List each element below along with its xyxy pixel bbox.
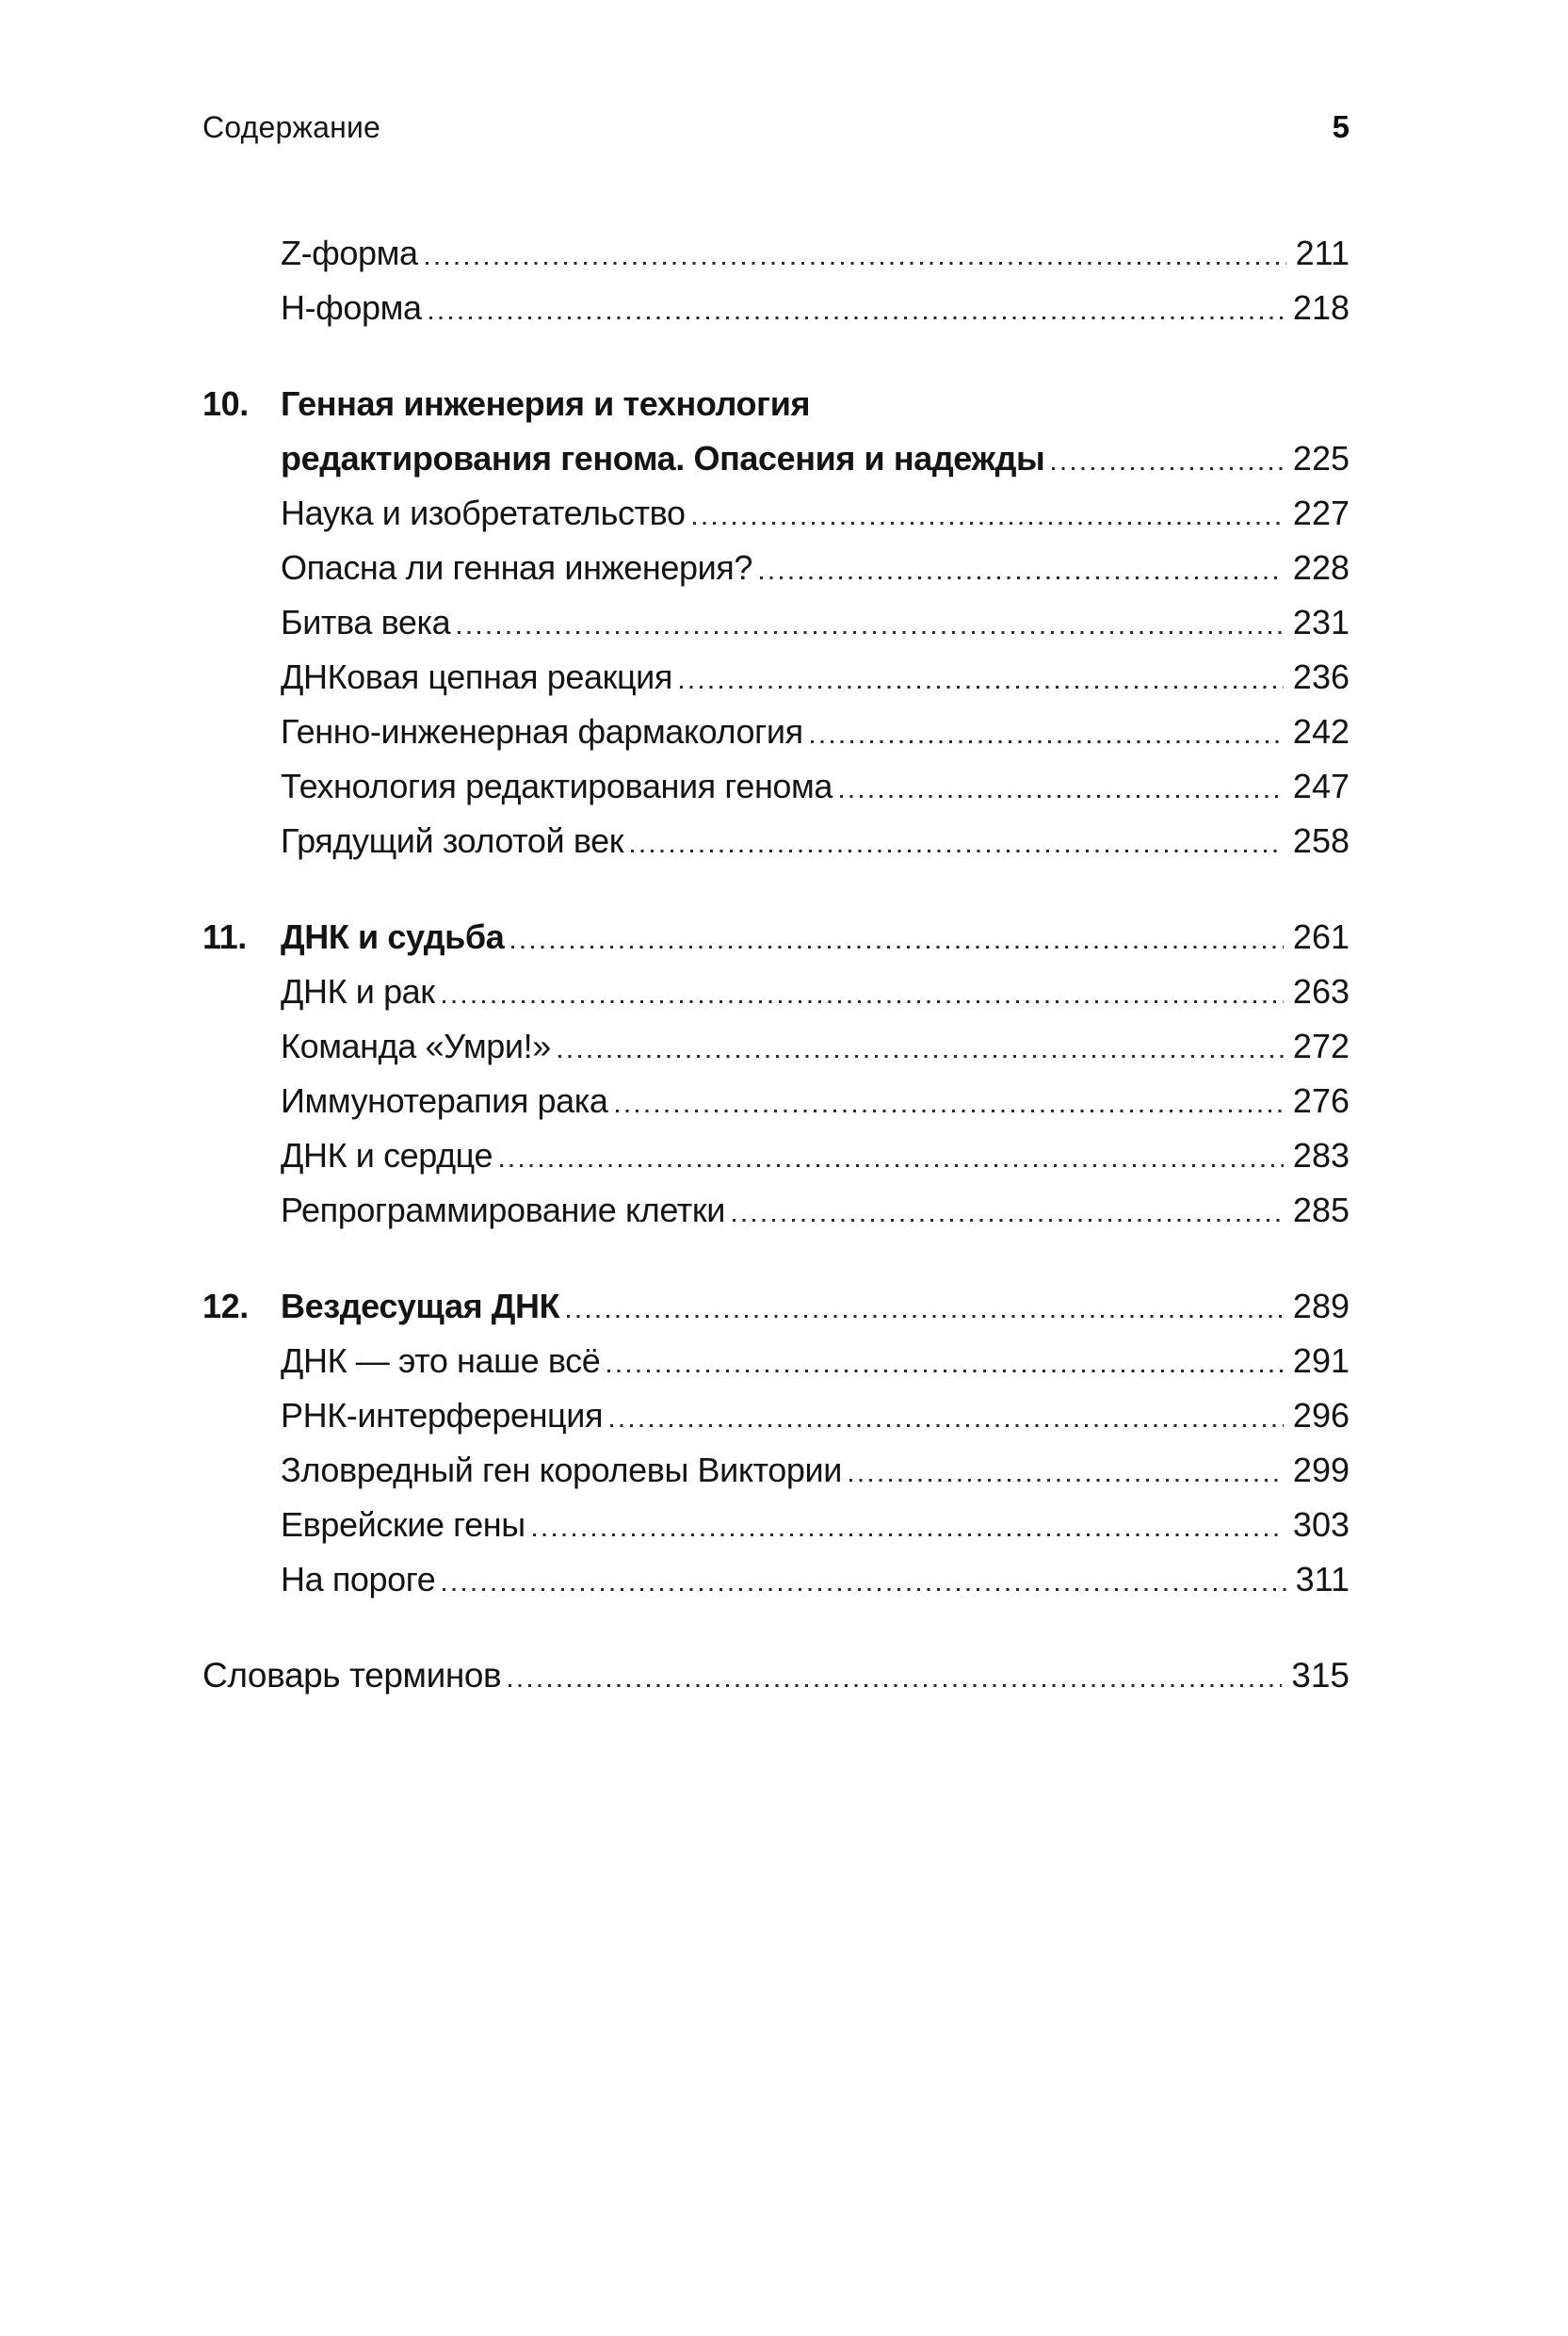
entry-title: Еврейские гены bbox=[281, 1505, 525, 1544]
entry-page: 272 bbox=[1292, 1027, 1350, 1065]
toc-entry bbox=[202, 1552, 1350, 1607]
dot-leader bbox=[429, 316, 1284, 319]
entry-page: 247 bbox=[1292, 767, 1350, 805]
dot-leader bbox=[426, 261, 1286, 265]
dot-leader bbox=[509, 1683, 1282, 1687]
toc-entry bbox=[202, 1648, 1350, 1703]
entry-page: 211 bbox=[1295, 234, 1350, 272]
dot-leader bbox=[760, 576, 1284, 579]
dot-leader bbox=[533, 1533, 1284, 1536]
toc-entry bbox=[202, 759, 1350, 814]
entry-page: 228 bbox=[1292, 548, 1350, 587]
entry-title: Генная инженерия и технология bbox=[281, 384, 811, 423]
entry-title: Генно-инженерная фармакология bbox=[281, 712, 803, 751]
chapter-number: 10. bbox=[202, 384, 249, 423]
toc-entry bbox=[202, 1498, 1350, 1552]
entry-page: 231 bbox=[1292, 603, 1350, 641]
entry-title: Словарь терминов bbox=[202, 1656, 502, 1695]
dot-leader bbox=[443, 1587, 1285, 1591]
entry-title: Иммунотерапия рака bbox=[281, 1081, 608, 1120]
toc-entry bbox=[202, 595, 1350, 650]
entry-page: 291 bbox=[1292, 1341, 1350, 1380]
toc-entry bbox=[202, 1074, 1350, 1128]
dot-leader bbox=[610, 1423, 1284, 1427]
entry-title: Битва века bbox=[281, 603, 451, 641]
entry-title: РНК-интерференция bbox=[281, 1396, 604, 1435]
dot-leader bbox=[458, 630, 1284, 634]
entry-title: Команда «Умри!» bbox=[281, 1027, 551, 1065]
toc-list bbox=[202, 226, 1350, 1703]
toc-entry bbox=[202, 226, 1350, 281]
entry-page: 303 bbox=[1292, 1505, 1350, 1544]
toc-entry bbox=[202, 1183, 1350, 1238]
dot-leader bbox=[840, 794, 1284, 798]
entry-page: 276 bbox=[1292, 1081, 1350, 1120]
dot-leader bbox=[849, 1478, 1284, 1482]
toc-entry bbox=[202, 486, 1350, 541]
entry-title: редактирования генома. Опасения и надежды bbox=[281, 439, 1045, 478]
running-title: Содержание bbox=[202, 110, 381, 144]
chapter-number: 11. bbox=[202, 917, 247, 956]
toc-entry bbox=[202, 650, 1350, 705]
toc-entry bbox=[202, 814, 1350, 868]
entry-title: Репрограммирование клетки bbox=[281, 1191, 725, 1229]
page-header bbox=[202, 111, 1350, 143]
toc-entry bbox=[202, 1128, 1350, 1183]
dot-leader bbox=[500, 1163, 1284, 1167]
toc-entry bbox=[202, 1334, 1350, 1388]
toc-entry bbox=[202, 377, 1350, 431]
entry-title: ДНКовая цепная реакция bbox=[281, 657, 672, 696]
toc-entry bbox=[202, 705, 1350, 759]
entry-title: Н-форма bbox=[281, 288, 422, 327]
entry-title: Зловредный ген королевы Виктории bbox=[281, 1451, 842, 1489]
toc-entry bbox=[202, 541, 1350, 595]
toc-entry bbox=[202, 1019, 1350, 1074]
entry-title: Наука и изобретательство bbox=[281, 494, 686, 532]
entry-page: 236 bbox=[1292, 657, 1350, 696]
toc-entry bbox=[202, 281, 1350, 335]
toc-entry bbox=[202, 1388, 1350, 1443]
entry-title: ДНК и судьба bbox=[281, 917, 505, 956]
entry-page: 315 bbox=[1291, 1656, 1350, 1695]
entry-title: ДНК и сердце bbox=[281, 1136, 493, 1175]
entry-page: 296 bbox=[1292, 1396, 1350, 1435]
dot-leader bbox=[811, 739, 1284, 743]
entry-page: 242 bbox=[1292, 712, 1350, 751]
dot-leader bbox=[443, 999, 1284, 1003]
entry-title: Технология редактирования генома bbox=[281, 767, 833, 805]
entry-page: 258 bbox=[1292, 821, 1350, 860]
dot-leader bbox=[607, 1369, 1284, 1372]
toc-entry bbox=[202, 910, 1350, 965]
entry-page: 283 bbox=[1292, 1136, 1350, 1175]
dot-leader bbox=[1052, 466, 1284, 470]
dot-leader bbox=[693, 521, 1284, 525]
entry-page: 227 bbox=[1292, 494, 1350, 532]
dot-leader bbox=[567, 1314, 1284, 1318]
entry-title: Вездесущая ДНК bbox=[281, 1287, 560, 1325]
entry-title: Опасна ли генная инженерия? bbox=[281, 548, 753, 587]
entry-page: 289 bbox=[1292, 1287, 1350, 1325]
entry-title: Грядущий золотой век bbox=[281, 821, 624, 860]
dot-leader bbox=[511, 945, 1284, 949]
toc-entry bbox=[202, 965, 1350, 1019]
toc-entry bbox=[202, 431, 1350, 486]
page-number: 5 bbox=[1332, 109, 1350, 144]
page-content bbox=[202, 0, 1350, 1703]
toc-entry bbox=[202, 1279, 1350, 1334]
chapter-number: 12. bbox=[202, 1287, 249, 1325]
entry-page: 299 bbox=[1292, 1451, 1350, 1489]
entry-page: 218 bbox=[1292, 288, 1350, 327]
dot-leader bbox=[558, 1054, 1284, 1058]
entry-title: ДНК и рак bbox=[281, 972, 435, 1011]
entry-page: 225 bbox=[1292, 439, 1350, 478]
dot-leader bbox=[616, 1109, 1284, 1112]
dot-leader bbox=[733, 1218, 1284, 1222]
entry-page: 261 bbox=[1292, 917, 1350, 956]
entry-page: 311 bbox=[1295, 1560, 1350, 1598]
dot-leader bbox=[680, 685, 1284, 689]
entry-title: ДНК — это наше всё bbox=[281, 1341, 601, 1380]
entry-page: 285 bbox=[1292, 1191, 1350, 1229]
entry-page: 263 bbox=[1292, 972, 1350, 1011]
entry-title: Z-форма bbox=[281, 234, 418, 272]
entry-title: На пороге bbox=[281, 1560, 436, 1598]
toc-entry bbox=[202, 1443, 1350, 1498]
dot-leader bbox=[631, 849, 1284, 852]
